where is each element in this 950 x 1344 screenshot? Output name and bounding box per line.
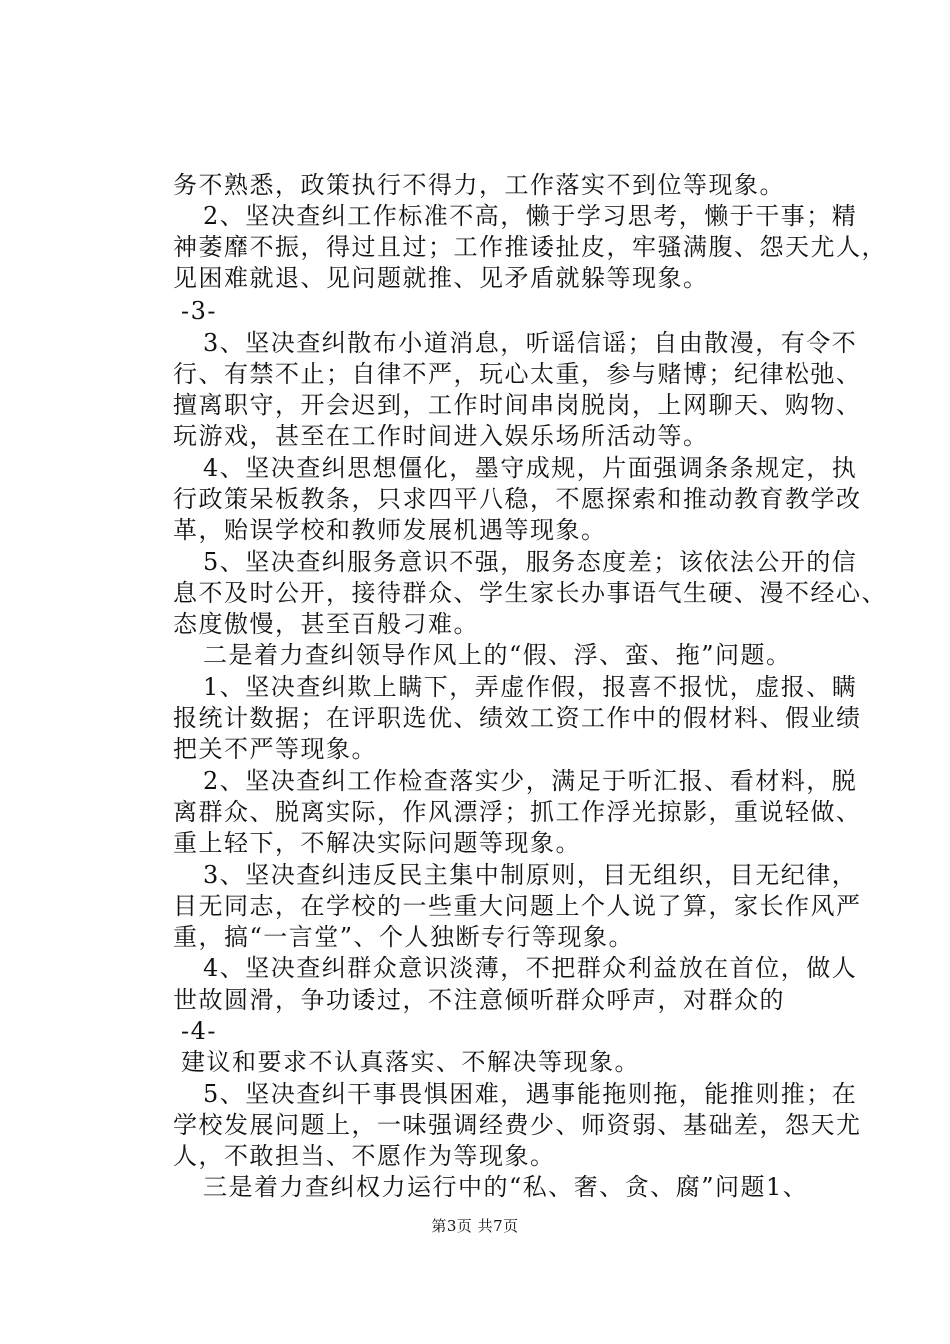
text-line: 离群众、脱离实际，作风漂浮；抓工作浮光掠影，重说轻做、 bbox=[173, 798, 862, 826]
text-line: 务不熟悉，政策执行不得力，工作落实不到位等现象。 bbox=[173, 171, 785, 199]
page-marker: -3- bbox=[181, 297, 217, 325]
text-line: 行政策呆板教条，只求四平八稳，不愿探索和推动教育教学改 bbox=[173, 485, 862, 513]
text-line: 见困难就退、见问题就推、见矛盾就躲等现象。 bbox=[173, 264, 709, 292]
text-line: 重，搞“一言堂”、个人独断专行等现象。 bbox=[173, 923, 635, 951]
text-line: 擅离职守，开会迟到，工作时间串岗脱岗，上网聊天、购物、 bbox=[173, 391, 862, 419]
text-line: 世故圆滑，争功诿过，不注意倾听群众呼声，对群众的 bbox=[173, 986, 785, 1014]
text-line: 革，贻误学校和教师发展机遇等现象。 bbox=[173, 516, 607, 544]
text-line: 态度傲慢，甚至百般刁难。 bbox=[173, 610, 479, 638]
page-footer: 第3页 共7页 bbox=[431, 1217, 519, 1235]
text-line: 息不及时公开，接待群众、学生家长办事语气生硬、漫不经心、 bbox=[173, 579, 887, 607]
text-line: 学校发展问题上，一味强调经费少、师资弱、基础差，怨天尤 bbox=[173, 1111, 862, 1139]
text-line: 5、坚决查纠服务意识不强，服务态度差；该依法公开的信 bbox=[203, 548, 858, 576]
text-line: 神萎靡不振，得过且过；工作推诿扯皮，牢骚满腹、怨天尤人， bbox=[173, 233, 887, 261]
page-marker: -4- bbox=[181, 1017, 217, 1045]
text-line: 玩游戏，甚至在工作时间进入娱乐场所活动等。 bbox=[173, 422, 709, 450]
section-heading: 二是着力查纠领导作风上的“假、浮、蛮、拖”问题。 bbox=[203, 641, 792, 669]
text-line: 4、坚决查纠思想僵化，墨守成规，片面强调条条规定，执 bbox=[203, 454, 858, 482]
text-line: 目无同志，在学校的一些重大问题上个人说了算，家长作风严 bbox=[173, 892, 862, 920]
text-line: 报统计数据；在评职选优、绩效工资工作中的假材料、假业绩 bbox=[173, 704, 862, 732]
text-line: 2、坚决查纠工作检查落实少，满足于听汇报、看材料，脱 bbox=[203, 767, 858, 795]
text-line: 行、有禁不止；自律不严，玩心太重，参与赌博；纪律松弛、 bbox=[173, 360, 862, 388]
text-line: 重上轻下，不解决实际问题等现象。 bbox=[173, 829, 581, 857]
text-line: 4、坚决查纠群众意识淡薄，不把群众利益放在首位，做人 bbox=[203, 954, 858, 982]
text-line: 人，不敢担当、不愿作为等现象。 bbox=[173, 1142, 556, 1170]
text-line: 3、坚决查纠违反民主集中制原则，目无组织，目无纪律， bbox=[203, 861, 858, 889]
text-line: 3、坚决查纠散布小道消息，听谣信谣；自由散漫，有令不 bbox=[203, 329, 858, 357]
section-heading: 三是着力查纠权力运行中的“私、奢、贪、腐”问题1、 bbox=[203, 1173, 809, 1201]
text-line: 把关不严等现象。 bbox=[173, 735, 377, 763]
text-line: 1、坚决查纠欺上瞒下，弄虚作假，报喜不报忧，虚报、瞒 bbox=[203, 673, 858, 701]
text-line: 5、坚决查纠干事畏惧困难，遇事能拖则拖，能推则推；在 bbox=[203, 1080, 858, 1108]
text-line: 建议和要求不认真落实、不解决等现象。 bbox=[181, 1048, 640, 1076]
text-line: 2、坚决查纠工作标准不高，懒于学习思考，懒于干事；精 bbox=[203, 202, 858, 230]
